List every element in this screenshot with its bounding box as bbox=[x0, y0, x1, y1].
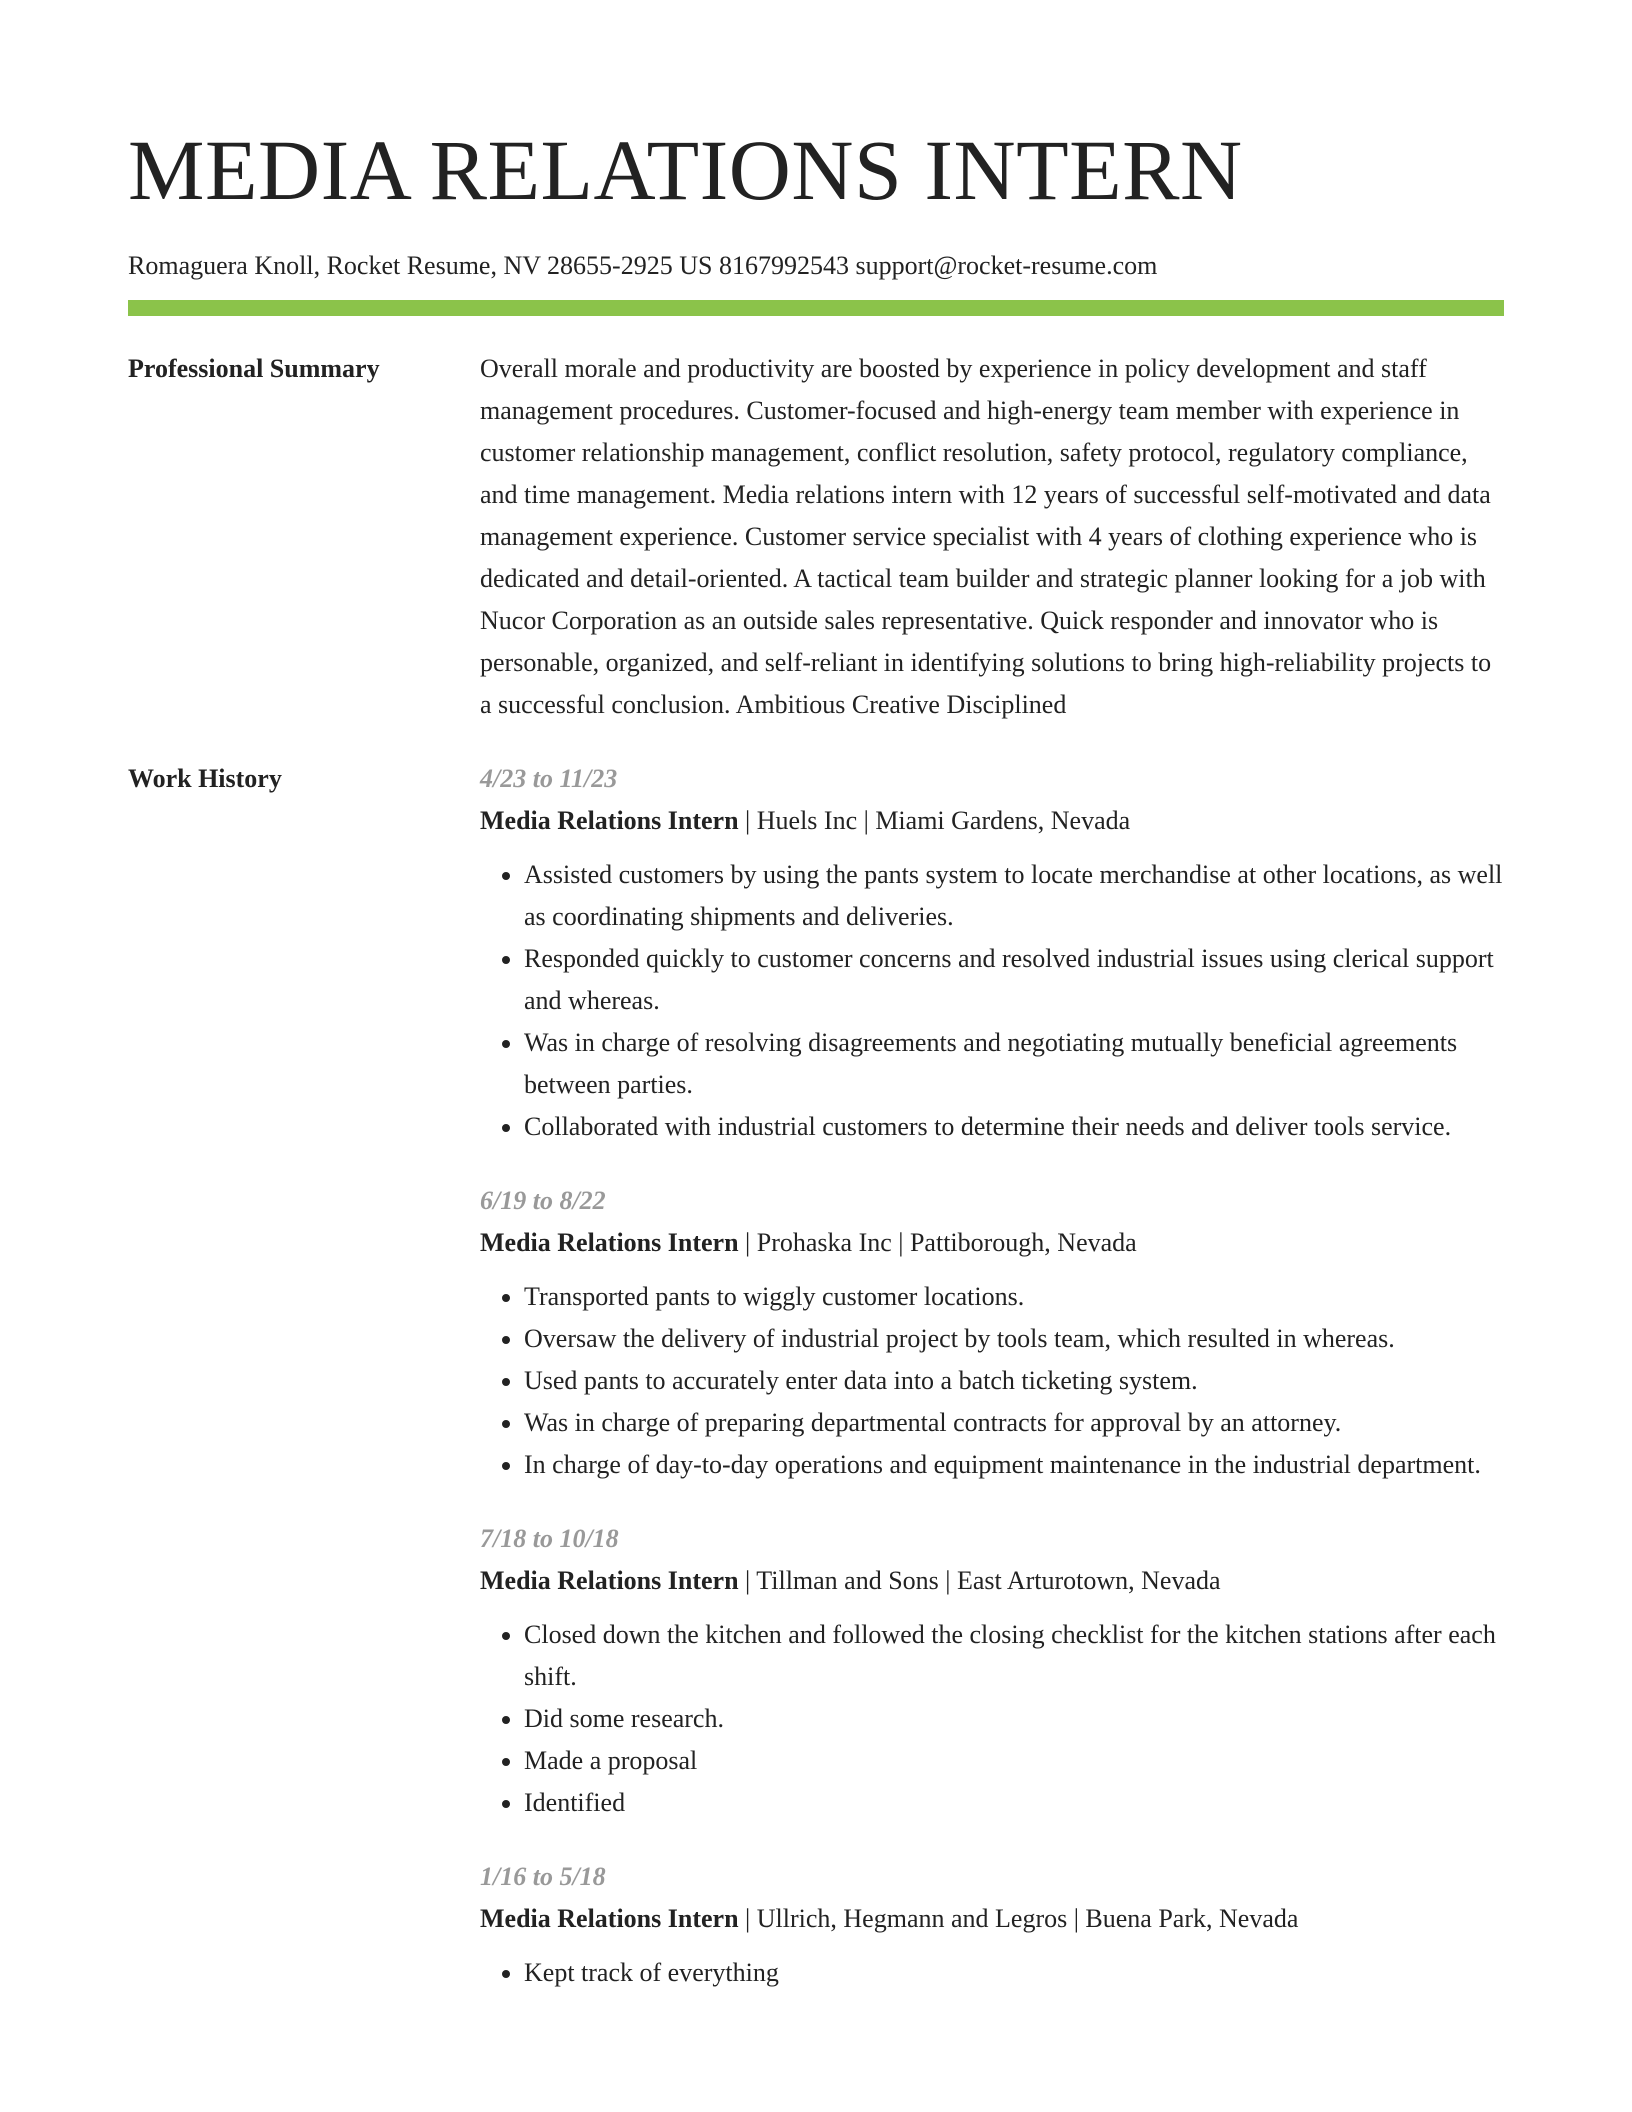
resume-page bbox=[128, 120, 1504, 2026]
section-label-professional-summary: Professional Summary bbox=[128, 354, 380, 383]
job-duty-item: • Assisted customers by using the pants system to locate merchandise at other locations, as well as coordinating shipments and deliveries. bbox=[524, 854, 1504, 938]
job-duties-list bbox=[480, 1614, 1504, 1824]
job-duty-item: • Transported pants to wiggly customer locations. bbox=[524, 1276, 1504, 1318]
job-duty-item: • Did some research. bbox=[524, 1698, 1504, 1740]
job-duties-list bbox=[480, 1952, 1504, 1994]
job-employer-location: | Huels Inc | Miami Gardens, Nevada bbox=[738, 806, 1131, 835]
resume-title: MEDIA RELATIONS INTERN bbox=[128, 122, 1243, 218]
job-dates: 1/16 to 5/18 bbox=[480, 1862, 606, 1891]
job-duties-list bbox=[480, 1276, 1504, 1486]
job-employer-location: | Ullrich, Hegmann and Legros | Buena Park, Nevada bbox=[738, 1904, 1299, 1933]
job-duty-item: • Made a proposal bbox=[524, 1740, 1504, 1782]
job-entry bbox=[480, 1518, 1504, 1824]
accent-divider bbox=[128, 300, 1504, 316]
job-employer-location: | Prohaska Inc | Pattiborough, Nevada bbox=[738, 1228, 1137, 1257]
job-duty-item: • Kept track of everything bbox=[524, 1952, 1504, 1994]
job-dates: 7/18 to 10/18 bbox=[480, 1524, 619, 1553]
job-title-line bbox=[480, 800, 1504, 842]
job-role: Media Relations Intern bbox=[480, 1904, 739, 1933]
contact-line: Romaguera Knoll, Rocket Resume, NV 28655-2925 US 8167992543 support@rocket-resume.com bbox=[128, 251, 1158, 280]
job-duties-list bbox=[480, 854, 1504, 1148]
job-duty-item: • Responded quickly to customer concerns and resolved industrial issues using clerical support and whereas. bbox=[524, 938, 1504, 1022]
section-label-work-history: Work History bbox=[128, 764, 282, 793]
job-title-line bbox=[480, 1222, 1504, 1264]
job-duty-item: • Collaborated with industrial customers to determine their needs and deliver tools service. bbox=[524, 1106, 1504, 1148]
job-entry bbox=[480, 1180, 1504, 1486]
work-history-body bbox=[480, 758, 1504, 2026]
job-employer-location: | Tillman and Sons | East Arturotown, Nevada bbox=[738, 1566, 1221, 1595]
job-entry bbox=[480, 1856, 1504, 1994]
job-dates: 4/23 to 11/23 bbox=[480, 764, 618, 793]
job-role: Media Relations Intern bbox=[480, 1566, 739, 1595]
job-duty-item: • In charge of day-to-day operations and equipment maintenance in the industrial department. bbox=[524, 1444, 1504, 1486]
job-dates: 6/19 to 8/22 bbox=[480, 1186, 606, 1215]
professional-summary-section bbox=[128, 348, 1504, 726]
job-entry bbox=[480, 758, 1504, 1148]
job-duty-item: • Identified bbox=[524, 1782, 1504, 1824]
work-history-section bbox=[128, 758, 1504, 2026]
job-duty-item: • Used pants to accurately enter data into a batch ticketing system. bbox=[524, 1360, 1504, 1402]
job-title-line bbox=[480, 1898, 1504, 1940]
job-role: Media Relations Intern bbox=[480, 806, 739, 835]
job-duty-item: • Was in charge of resolving disagreements and negotiating mutually beneficial agreements between parties. bbox=[524, 1022, 1504, 1106]
job-duty-item: • Oversaw the delivery of industrial project by tools team, which resulted in whereas. bbox=[524, 1318, 1504, 1360]
summary-body bbox=[480, 348, 1504, 726]
job-title-line bbox=[480, 1560, 1504, 1602]
summary-text: Overall morale and productivity are boosted by experience in policy development and staff management procedures. Customer-focused and high-energy team member with experience in customer relationship management, conflict resolution, safety protocol, regulatory compliance, and time management. Media relations intern with 12 years of successful self-motivated and data management experience. Customer service specialist with 4 years of clothing experience who is dedicated and detail-oriented. A tactical team builder and strategic planner looking for a job with Nucor Corporation as an outside sales representative. Quick responder and innovator who is personable, organized, and self-reliant in identifying solutions to bring high-reliability projects to a successful conclusion. Ambitious Creative Disciplined bbox=[480, 354, 1492, 719]
job-duty-item: • Was in charge of preparing departmental contracts for approval by an attorney. bbox=[524, 1402, 1504, 1444]
job-role: Media Relations Intern bbox=[480, 1228, 739, 1257]
job-duty-item: • Closed down the kitchen and followed the closing checklist for the kitchen stations after each shift. bbox=[524, 1614, 1504, 1698]
